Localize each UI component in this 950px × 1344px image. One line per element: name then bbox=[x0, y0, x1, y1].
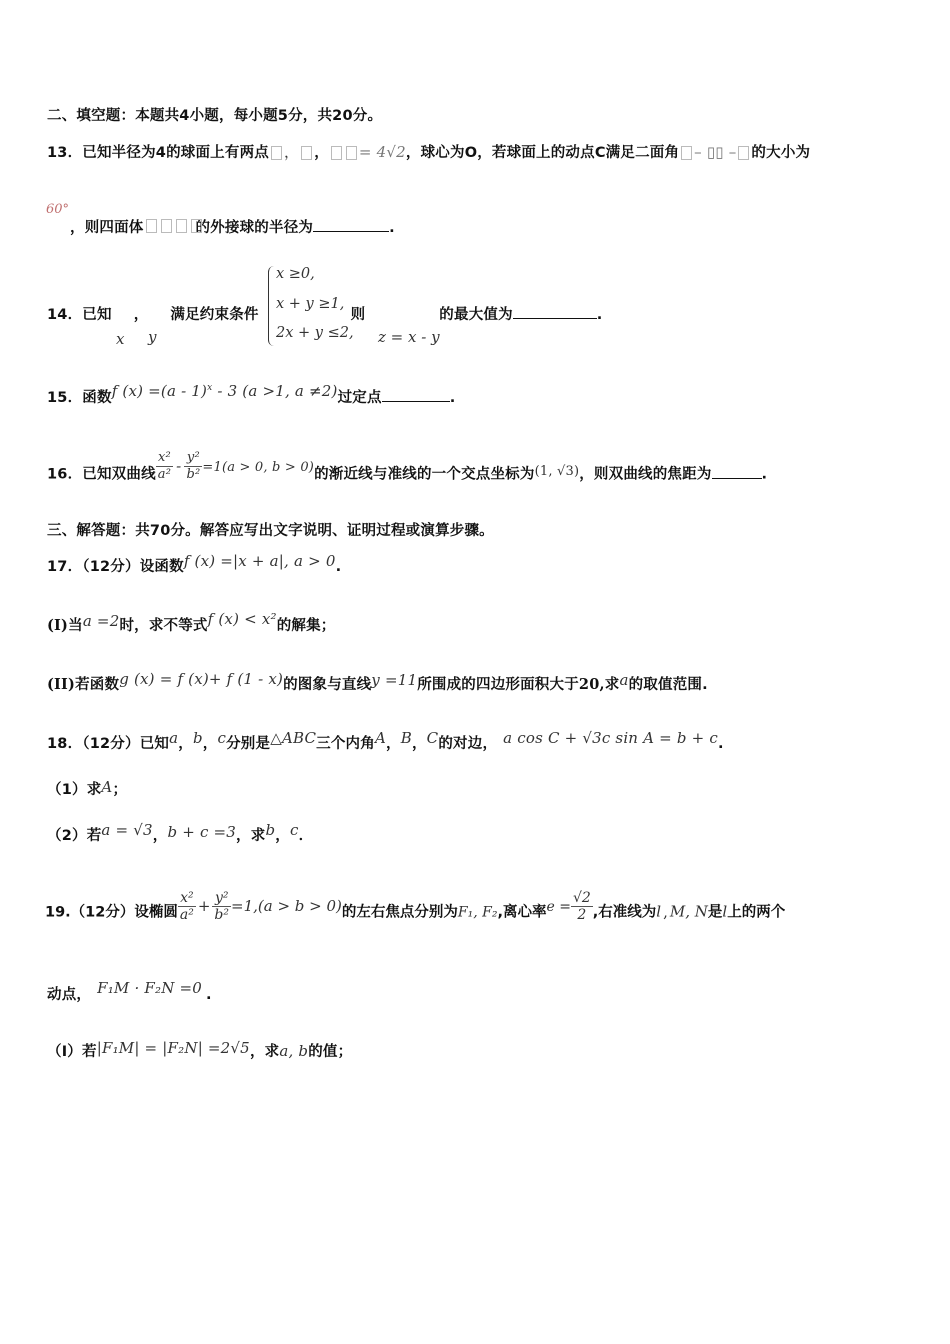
q17-text: 当 bbox=[68, 618, 83, 634]
q13-ab-length: = 4√2 bbox=[358, 143, 406, 161]
q18-text: 分别是 bbox=[226, 736, 271, 752]
q19-fraction-x: $\frac{\text{x²}}{\text{a²}}$ bbox=[179, 890, 194, 923]
q19-text: 的值； bbox=[308, 1044, 353, 1060]
q18-condition: a = √3 bbox=[101, 821, 153, 839]
q17-text: 的取值范围. bbox=[628, 677, 708, 693]
q19-text: 是 bbox=[707, 904, 723, 921]
q13-point-c: C bbox=[594, 145, 606, 161]
q19-directrix: l bbox=[656, 902, 662, 921]
answer-blank bbox=[712, 464, 762, 479]
q18-var: b bbox=[265, 821, 276, 839]
q15-text: 15．函数 bbox=[47, 390, 112, 406]
q18-equation: a cos C + √3c sin A = b + c bbox=[503, 729, 718, 747]
q15-period: . bbox=[449, 390, 456, 406]
part-label: （1）求 bbox=[47, 782, 102, 798]
q13-sep: ， bbox=[283, 143, 300, 161]
q19-text: 的左右焦点分别为 bbox=[341, 904, 458, 921]
question-17-part-1 bbox=[47, 610, 336, 635]
question-19-part-1 bbox=[47, 1040, 352, 1061]
q14-text: 14．已知 bbox=[47, 307, 112, 323]
q19-text: ,右准线为 bbox=[592, 904, 657, 921]
q17-condition: a =2 bbox=[82, 612, 120, 630]
q14-text: 的最大值为 bbox=[439, 307, 513, 323]
q15-function: f (x) =(a - 1)$^x$ - 3 (a >1, a ≠2) bbox=[111, 382, 338, 400]
q17-period: . bbox=[335, 559, 342, 575]
q14-var-y: y bbox=[148, 328, 157, 346]
question-15-line bbox=[47, 382, 456, 407]
q14-period: . bbox=[596, 307, 603, 323]
question-18-part-1 bbox=[47, 778, 127, 799]
q18-text: ； bbox=[112, 782, 128, 798]
q16-period: . bbox=[761, 466, 768, 483]
question-17-line bbox=[47, 552, 342, 576]
constraint-2: x + y ≥1, bbox=[276, 296, 345, 312]
q19-period: . bbox=[206, 987, 212, 1003]
q16-point: (1, √3) bbox=[534, 463, 580, 479]
q18-text: 18．（12分）已知 bbox=[47, 736, 170, 752]
q13-text: ，则四面体 bbox=[70, 220, 144, 236]
q13-sep: ， bbox=[314, 145, 329, 161]
q17-text: 17．（12分）设函数 bbox=[47, 559, 184, 575]
q18-sep: ， bbox=[275, 828, 290, 844]
q16-text: 16．已知双曲线 bbox=[47, 466, 156, 483]
q14-sep: ， bbox=[133, 307, 149, 323]
question-19-line-2 bbox=[47, 979, 212, 1004]
q18-angle: B bbox=[400, 729, 412, 747]
q13-text: 的大小为 bbox=[751, 145, 811, 161]
answer-blank bbox=[513, 304, 597, 319]
q14-text: 则 bbox=[350, 307, 366, 323]
section-2-heading: 二、填空题：本题共4小题，每小题5分，共20分。 bbox=[47, 108, 383, 124]
q18-sep: ， bbox=[152, 828, 168, 844]
answer-blank bbox=[313, 217, 389, 232]
question-16-line bbox=[47, 450, 768, 491]
question-19-line: 19.（12分）设椭圆 $\frac{\text{x²}}{\text{a²}}$ + $\frac{\text{y²}}{\text{b²}}$ =1,(a > b > 0)的左右焦点分别为F₁, F₂,离心率e = $\frac{√2}{2}$ ,右准线为l , M, N是l上的两个 bbox=[45, 890, 786, 923]
q18-triangle: △ABC bbox=[270, 729, 317, 747]
q19-condition: =1,(a > b > 0) bbox=[231, 896, 342, 915]
q18-var: b bbox=[192, 729, 203, 747]
q19-fraction-y: $\frac{\text{y²}}{\text{b²}}$ bbox=[214, 890, 229, 923]
q16-condition: =1(a > 0, b > 0) bbox=[202, 459, 315, 475]
q16-text: ，则双曲线的焦距为 bbox=[579, 466, 712, 483]
q18-condition: b + c =3 bbox=[167, 823, 237, 841]
constraint-3: 2x + y ≤2, bbox=[276, 325, 354, 341]
part-label: （Ⅰ）若 bbox=[47, 1044, 97, 1060]
q19-condition: |F₁M| = |F₂N| =2√5 bbox=[96, 1039, 250, 1057]
placeholder-glyph bbox=[346, 146, 357, 160]
q13-text: 满足二面角 bbox=[605, 145, 680, 161]
q18-text: 的对边， bbox=[438, 736, 498, 752]
q17-line-eq: y =11 bbox=[371, 671, 418, 689]
q13-angle-image: 60° bbox=[46, 202, 70, 217]
part-label: (II) bbox=[47, 676, 76, 693]
q13-radius: 4 bbox=[155, 145, 167, 161]
q13-text: 的外接球的半径为 bbox=[195, 220, 314, 236]
placeholder-glyph bbox=[331, 146, 342, 160]
q17-text: 的图象与直线 bbox=[283, 677, 372, 693]
q19-text: 19.（12分）设椭圆 bbox=[45, 904, 178, 921]
placeholder-glyph bbox=[301, 146, 312, 160]
question-18-part-2 bbox=[47, 821, 314, 845]
q15-text: 过定点 bbox=[337, 390, 382, 406]
part-label: （2）若 bbox=[47, 828, 102, 844]
constraint-1: x ≥0, bbox=[276, 266, 315, 282]
q17-g-function: g (x) = f (x)+ f (1 - x) bbox=[119, 670, 284, 688]
q19-dot-product: F₁M · F₂N =0 bbox=[97, 979, 203, 997]
q13-text: ，若球面上的动点 bbox=[477, 145, 595, 161]
q16-fraction-x: $\frac{\text{x²}}{\text{a²}}$ bbox=[157, 450, 172, 482]
q16-minus: - bbox=[176, 456, 182, 475]
q18-angle: A bbox=[374, 729, 387, 747]
q18-var: c bbox=[217, 729, 227, 747]
q17-area: 20, bbox=[578, 676, 605, 693]
q17-var-a: a bbox=[619, 671, 629, 689]
section-3-heading: 三、解答题：共70分。解答应写出文字说明、证明过程或演算步骤。 bbox=[47, 523, 494, 539]
q13-period: . bbox=[389, 220, 395, 236]
q18-text: ，求 bbox=[236, 828, 266, 844]
q19-text: 动点， bbox=[47, 987, 92, 1003]
question-18-line bbox=[47, 729, 724, 753]
q17-text: 若函数 bbox=[75, 677, 120, 693]
q14-objective: z = x - y bbox=[378, 328, 440, 346]
q13-text: 13．已知半径为 bbox=[47, 145, 156, 161]
q19-text: ，求 bbox=[249, 1044, 280, 1060]
q17-text: 时，求不等式 bbox=[119, 618, 208, 634]
q18-sep: ， bbox=[202, 736, 218, 752]
q19-plus: + bbox=[197, 896, 211, 915]
q19-points: M, N bbox=[669, 902, 708, 921]
q17-text: 所围成的四边形面积大于 bbox=[417, 677, 579, 693]
q19-text: 上的两个 bbox=[727, 904, 786, 921]
question-13-line-1 bbox=[47, 141, 810, 162]
q18-sep: ， bbox=[411, 736, 427, 752]
q18-var: a bbox=[169, 729, 179, 747]
q13-dihedral: – ▯▯ – bbox=[694, 143, 737, 161]
q14-text: 满足约束条件 bbox=[170, 307, 259, 323]
q18-var: c bbox=[289, 821, 299, 839]
q17-function: f (x) =|x + a|, a > 0 bbox=[183, 552, 336, 570]
answer-blank bbox=[382, 387, 450, 402]
question-13-line-2 bbox=[70, 216, 395, 237]
question-17-part-2 bbox=[47, 670, 708, 694]
q18-text: 三个内角 bbox=[316, 736, 375, 752]
left-brace bbox=[268, 266, 275, 346]
q17-text: 的解集； bbox=[276, 618, 336, 634]
q19-foci: F₁, F₂ bbox=[457, 904, 498, 921]
q18-sep: ， bbox=[386, 736, 401, 752]
q19-eccentricity-fraction: $\frac{√2}{2}$ bbox=[572, 890, 591, 923]
q13-text: ，球心为 bbox=[405, 145, 465, 161]
q14-var-x: x bbox=[116, 330, 125, 348]
q14-constraint-system bbox=[268, 262, 358, 350]
q19-directrix: l bbox=[722, 902, 728, 921]
part-label: (I) bbox=[47, 617, 69, 634]
q13-text: 的球面上有两点 bbox=[166, 145, 269, 161]
q19-text: ,离心率 bbox=[497, 904, 547, 921]
q13-center-label: O bbox=[464, 145, 478, 161]
placeholder-glyph bbox=[738, 146, 749, 160]
q18-period: ． bbox=[298, 828, 314, 844]
q16-fraction-y: $\frac{\text{y²}}{\text{b²}}$ bbox=[186, 450, 201, 482]
q18-sep: ， bbox=[178, 736, 193, 752]
q19-eccentricity: e = bbox=[546, 898, 571, 915]
q18-period: . bbox=[718, 736, 724, 752]
q18-angle: C bbox=[426, 729, 439, 747]
placeholder-glyph bbox=[271, 146, 282, 160]
placeholder-glyph bbox=[681, 146, 692, 160]
q16-text: 的渐近线与准线的一个交点坐标为 bbox=[314, 466, 535, 483]
q17-text: 求 bbox=[604, 677, 620, 693]
q17-inequality: f (x) < x² bbox=[207, 610, 277, 628]
q18-angle: A bbox=[101, 778, 113, 796]
q19-vars: a, b bbox=[279, 1042, 309, 1060]
